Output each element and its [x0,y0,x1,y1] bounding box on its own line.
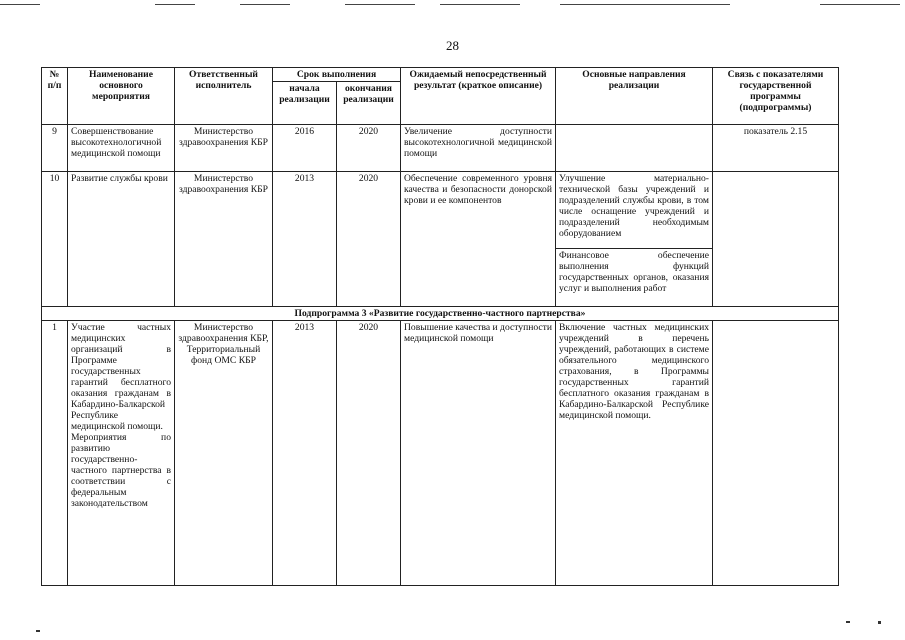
col-header-responsible: Ответственный исполнитель [175,68,273,125]
table-row [42,321,839,586]
row-name [68,321,175,586]
col-header-directions: Основные направления реализации [556,68,713,125]
subprogram-title: Подпрограмма 3 «Развитие государственно-частного партнерства» [42,307,839,321]
row-end: 2020 [337,125,401,172]
row-responsible: Министерство здравоохранения КБР [175,125,273,172]
subprogram-row [42,307,839,321]
row-num: 9 [42,125,68,172]
row-directions-part: Финансовое обеспечение выполнения функций государственных органов, оказания услуг и выполнения работ [559,250,709,294]
row-link [713,321,839,586]
row-result: Увеличение доступности высокотехнологичной медицинской помощи [401,125,556,172]
page-number: 28 [446,38,459,53]
row-responsible: Министерство здравоохранения КБР, Территориальный фонд ОМС КБР [175,321,273,586]
row-start: 2013 [273,172,337,307]
col-header-start: начала реализации [273,82,337,125]
table-row [42,125,839,172]
scan-mark [878,621,881,624]
row-link [713,172,839,307]
scan-artifact-line [440,4,520,5]
row-link: показатель 2.15 [713,125,839,172]
row-num: 10 [42,172,68,307]
row-end: 2020 [337,321,401,586]
row-start: 2013 [273,321,337,586]
col-header-period: Срок выполнения [273,68,401,82]
col-header-link: Связь с показателями государственной программы (подпрограммы) [713,68,839,125]
row-end: 2020 [337,172,401,307]
col-header-end: окончания реализации [337,82,401,125]
header-row [42,68,839,82]
row-responsible: Министерство здравоохранения КБР [175,172,273,307]
row-result: Обеспечение современного уровня качества и безопасности донорской крови и ее компонентов [401,172,556,307]
row-directions [556,125,713,172]
row-result: Повышение качества и доступности медицинской помощи [401,321,556,586]
scan-artifact-line [345,4,415,5]
scan-artifact-line [155,4,195,5]
table-row [42,172,839,307]
scan-mark [36,630,40,632]
scan-artifact-line [240,4,290,5]
scan-artifact-line [820,4,900,5]
row-name: Развитие службы крови [68,172,175,307]
col-header-name: Наименование основного мероприятия [68,68,175,125]
row-name: Совершенствование высокотехнологичной медицинской помощи [68,125,175,172]
row-start: 2016 [273,125,337,172]
scan-artifact-line [0,4,40,5]
col-header-result: Ожидаемый непосредственный результат (краткое описание) [401,68,556,125]
scan-artifact-line [560,4,730,5]
col-header-num: № п/п [42,68,68,125]
row-directions-part: Улучшение материально-технической базы учреждений и подразделений службы крови, в том числе оснащение учреждений и подразделений необходимым оборудованием [556,172,712,249]
measures-table [41,67,839,586]
row-name-part: Участие частных медицинских организаций в Программе государственных гарантий бесплатного оказания гражданам в Кабардино-Балкарской Республике медицинской помощи. [71,322,171,432]
row-directions: Включение частных медицинских учреждений в перечень учреждений, работающих в системе обязательного медицинского страхования, в Программы государственных гарантий бесплатного оказания гражданам в Кабардино-Балкарской Республике медицинской помощи. [556,321,713,586]
row-directions [556,172,713,307]
scan-mark [846,621,850,623]
row-num: 1 [42,321,68,586]
row-name-part: Мероприятия по развитию государственно-частного партнерства в соответствии с федеральным законодательством [71,432,171,509]
